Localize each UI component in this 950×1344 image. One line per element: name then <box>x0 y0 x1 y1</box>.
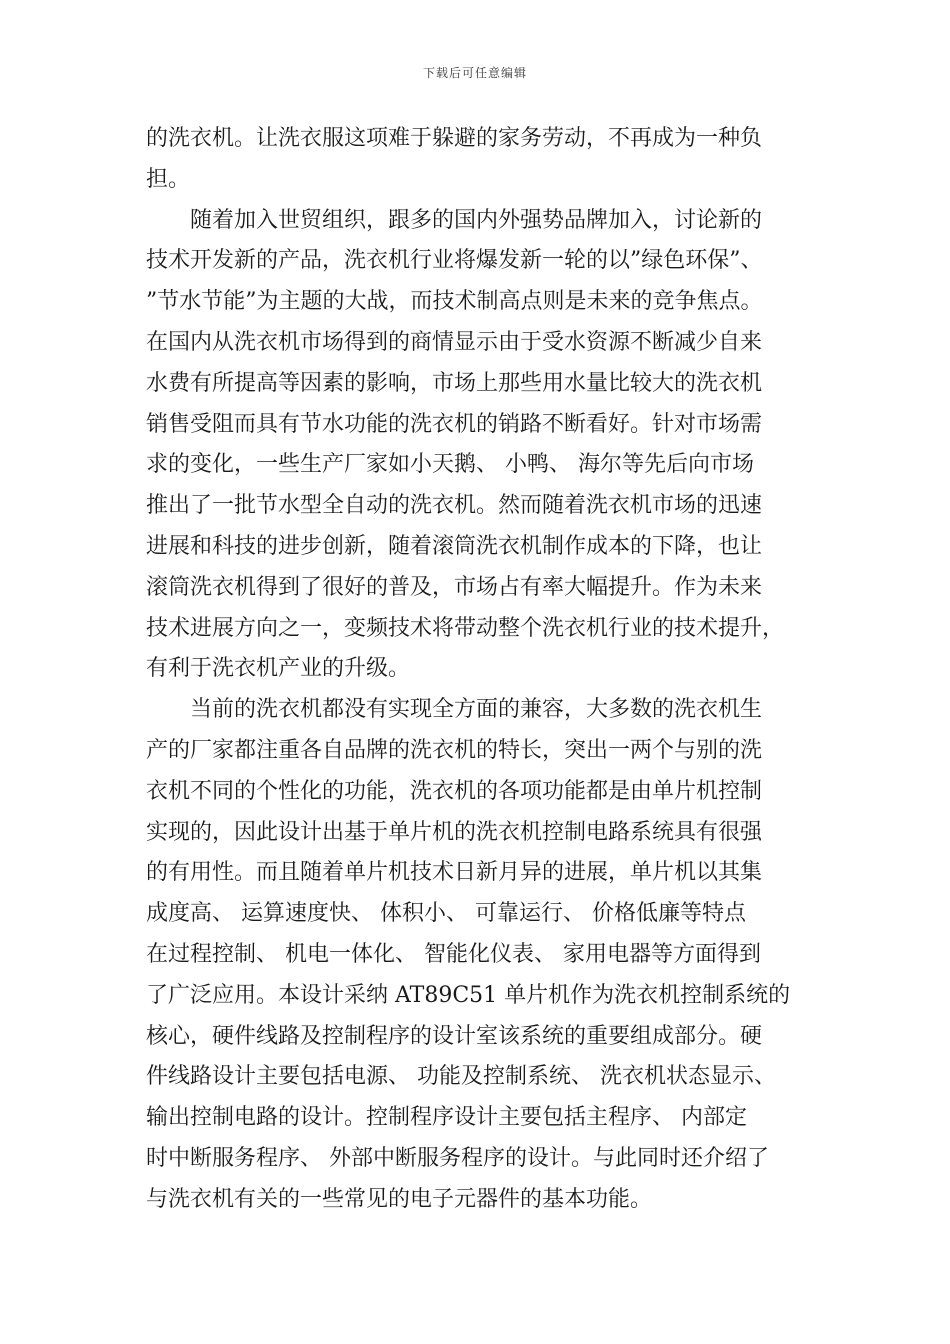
document-body <box>146 119 812 1221</box>
text-line: 滚筒洗衣机得到了很好的普及，市场占有率大幅提升。作为未来 <box>146 574 763 600</box>
text-line: 成度高、 运算速度快、 体积小、 可靠运行、 价格低廉等特点 <box>146 901 746 927</box>
text-line: 产的厂家都注重各自品牌的洗衣机的特长，突出一两个与别的洗 <box>146 737 763 763</box>
text-line: 的有用性。而且随着单片机技术日新月异的进展，单片机以其集 <box>146 860 763 886</box>
text-line: 担。 <box>146 166 191 192</box>
text-line: 在国内从洗衣机市场得到的商情显示由于受水资源不断减少自来 <box>146 329 763 355</box>
text-line: 与洗衣机有关的一些常见的电子元器件的基本功能。 <box>146 1186 653 1212</box>
text-line: 的洗衣机。让洗衣服这项难于躲避的家务劳动，不再成为一种负 <box>146 126 763 151</box>
text-line: ”节水节能”为主题的大战，而技术制高点则是未来的竞争焦点。 <box>146 289 763 315</box>
text-line: 求的变化，一些生产厂家如小天鹅、 小鸭、 海尔等先后向市场 <box>146 452 754 478</box>
text-line: 销售受阻而具有节水功能的洗衣机的销路不断看好。针对市场需 <box>146 411 763 437</box>
text-line: 进展和科技的进步创新，随着滚筒洗衣机制作成本的下降，也让 <box>146 533 763 559</box>
text-line: 实现的，因此设计出基于单片机的洗衣机控制电路系统具有很强 <box>146 819 763 845</box>
text-line: 输出控制电路的设计。控制程序设计主要包括主程序、 内部定 <box>146 1105 747 1131</box>
text-line: 在过程控制、 机电一体化、 智能化仪表、 家用电器等方面得到 <box>146 941 761 967</box>
text-line: 技术开发新的产品，洗衣机行业将爆发新一轮的以”绿色环保”、 <box>146 248 763 274</box>
page-header: 下载后可任意编辑 <box>422 66 527 80</box>
text-line: 有利于洗衣机产业的升级。 <box>146 656 411 682</box>
paragraph-start-line: 随着加入世贸组织，跟多的国内外强势品牌加入，讨论新的 <box>190 207 763 233</box>
text-line: 水费有所提高等因素的影响，市场上那些用水量比较大的洗衣机 <box>146 370 763 396</box>
text-line: 了广泛应用。本设计采纳 AT89C51 单片机作为洗衣机控制系统的 <box>146 982 791 1008</box>
text-line: 技术进展方向之一，变频技术将带动整个洗衣机行业的技术提升， <box>146 615 785 641</box>
text-line: 件线路设计主要包括电源、 功能及控制系统、 洗衣机状态显示、 <box>146 1064 776 1090</box>
paragraph-start-line: 当前的洗衣机都没有实现全方面的兼容，大多数的洗衣机生 <box>190 697 763 723</box>
text-line: 核心，硬件线路及控制程序的设计室该系统的重要组成部分。硬 <box>146 1023 763 1049</box>
text-line: 时中断服务程序、 外部中断服务程序的设计。与此同时还介绍了 <box>146 1145 769 1171</box>
text-line: 推出了一批节水型全自动的洗衣机。然而随着洗衣机市场的迅速 <box>146 493 763 519</box>
text-line: 衣机不同的个性化的功能，洗衣机的各项功能都是由单片机控制 <box>146 778 763 804</box>
